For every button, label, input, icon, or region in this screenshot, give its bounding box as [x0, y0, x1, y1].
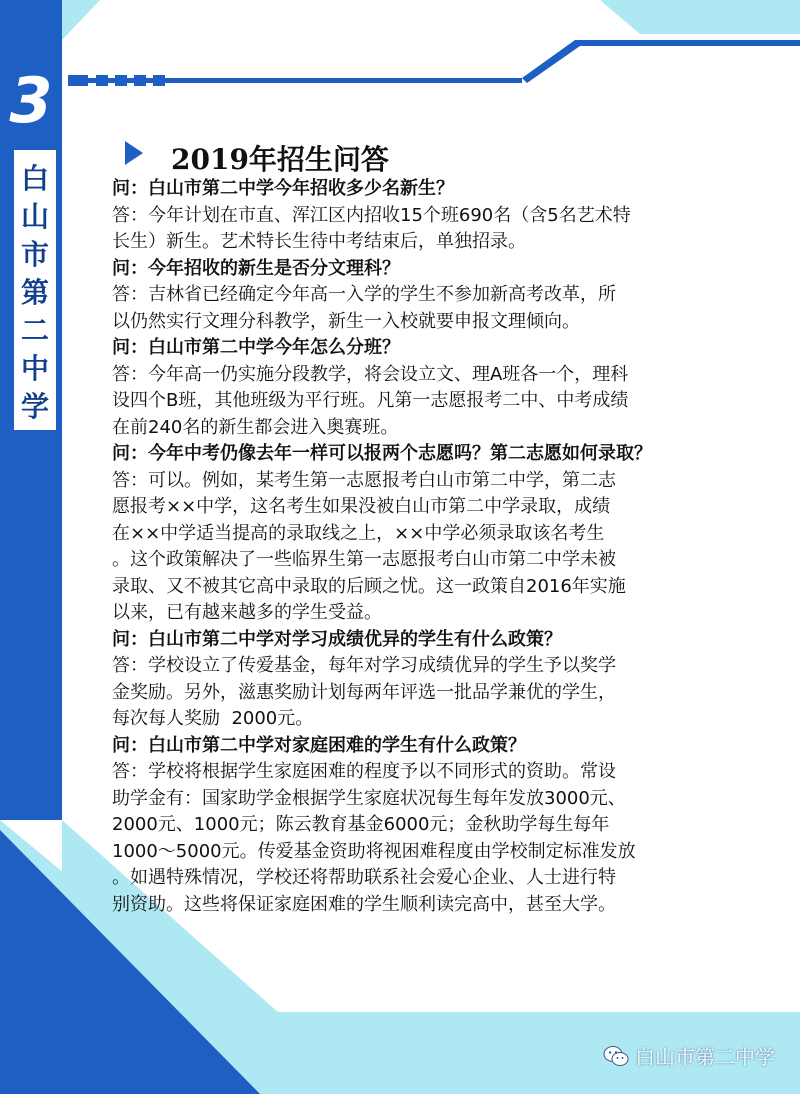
section-number: 3 — [9, 64, 53, 137]
answer-line: 2000元、1000元；陈云教育基金6000元；金秋助学每生每年 — [112, 814, 610, 835]
answer-line: 在××中学适当提高的录取线之上，××中学必须录取该名考生 — [112, 522, 605, 544]
qa-item — [112, 176, 762, 256]
answer-line: 1000～5000元。传爱基金资助将视困难程度由学校制定标准发放 — [112, 840, 636, 862]
sidebar-title-char: 第 — [20, 276, 49, 309]
question: 问：今年中考仍像去年一样可以报两个志愿吗？第二志愿如何录取？ — [112, 443, 652, 464]
top-right-cyan-tab — [600, 0, 800, 34]
answer-line: 愿报考××中学，这名考生如果没被白山市第二中学录取，成绩 — [112, 496, 611, 517]
wechat-icon — [603, 1044, 629, 1068]
answer-line: 助学金有：国家助学金根据学生家庭状况每生每年发放3000元、 — [112, 787, 626, 809]
qa-list — [112, 176, 762, 918]
question: 问：白山市第二中学对家庭困难的学生有什么政策？ — [112, 734, 526, 756]
qa-item — [112, 256, 762, 336]
answer-line: 以来，已有越来越多的学生受益。 — [112, 602, 382, 623]
sidebar-title — [14, 160, 56, 426]
answer-line: 长生）新生。艺术特长生待中考结束后，单独招录。 — [112, 231, 526, 252]
answer-line: 答：今年高一仍实施分段教学，将会设立文、理A班各一个，理科 — [112, 363, 629, 385]
top-angle-line — [522, 40, 800, 83]
top-left-cyan-corner — [62, 0, 100, 40]
section-heading — [125, 138, 725, 178]
qa-item — [112, 627, 762, 733]
answer-line: 答：学校设立了传爱基金，每年对学习成绩优异的学生予以奖学 — [112, 655, 616, 676]
sidebar-title-char: 学 — [20, 390, 49, 423]
answer-line: 在前240名的新生都会进入奥赛班。 — [112, 416, 399, 438]
answer-line: 别资助。这些将保证家庭困难的学生顺利读完高中，甚至大学。 — [112, 893, 616, 915]
sidebar-title-char: 中 — [20, 352, 49, 385]
answer-line: 以仍然实行文理分科教学，新生一入校就要申报文理倾向。 — [112, 310, 580, 332]
sidebar-title-char: 白 — [20, 162, 49, 195]
answer-line: 录取、又不被其它高中录取的后顾之忧。这一政策自2016年实施 — [112, 575, 626, 597]
answer-line: 每次每人奖励 2000元。 — [112, 708, 314, 729]
sidebar-title-char: 二 — [20, 314, 49, 347]
qa-item — [112, 441, 762, 627]
qa-item — [112, 733, 762, 919]
sidebar-title-char: 山 — [20, 200, 49, 233]
answer-line: 。如遇特殊情况，学校还将帮助联系社会爱心企业、人士进行特 — [112, 867, 616, 888]
qa-item — [112, 335, 762, 441]
answer-line: 答：学校将根据学生家庭困难的程度予以不同形式的资助。常设 — [112, 761, 616, 782]
sidebar-title-char: 市 — [20, 238, 49, 271]
question: 问：白山市第二中学今年招收多少名新生？ — [112, 178, 454, 199]
answer-line: 答：今年计划在市直、浑江区内招收15个班690名（含5名艺术特 — [112, 204, 631, 226]
answer-line: 设四个B班，其他班级为平行班。凡第一志愿报考二中、中考成绩 — [112, 390, 629, 411]
footer-brand-name: 白山市第二中学 — [635, 1045, 775, 1069]
play-triangle-icon — [125, 141, 143, 165]
page-title: 2019年招生问答 — [171, 143, 389, 176]
answer-line: 答：可以。例如，某考生第一志愿报考白山市第二中学，第二志 — [112, 469, 616, 491]
answer-line: 答：吉林省已经确定今年高一入学的学生不参加新高考改革，所 — [112, 284, 616, 305]
question: 问：今年招收的新生是否分文理科？ — [112, 257, 400, 279]
answer-line: 金奖励。另外，滋惠奖励计划每两年评选一批品学兼优的学生， — [112, 681, 616, 703]
question: 问：白山市第二中学今年怎么分班？ — [112, 337, 400, 358]
answer-line: 。这个政策解决了一些临界生第一志愿报考白山市第二中学未被 — [112, 549, 616, 570]
question: 问：白山市第二中学对学习成绩优异的学生有什么政策？ — [112, 628, 562, 650]
